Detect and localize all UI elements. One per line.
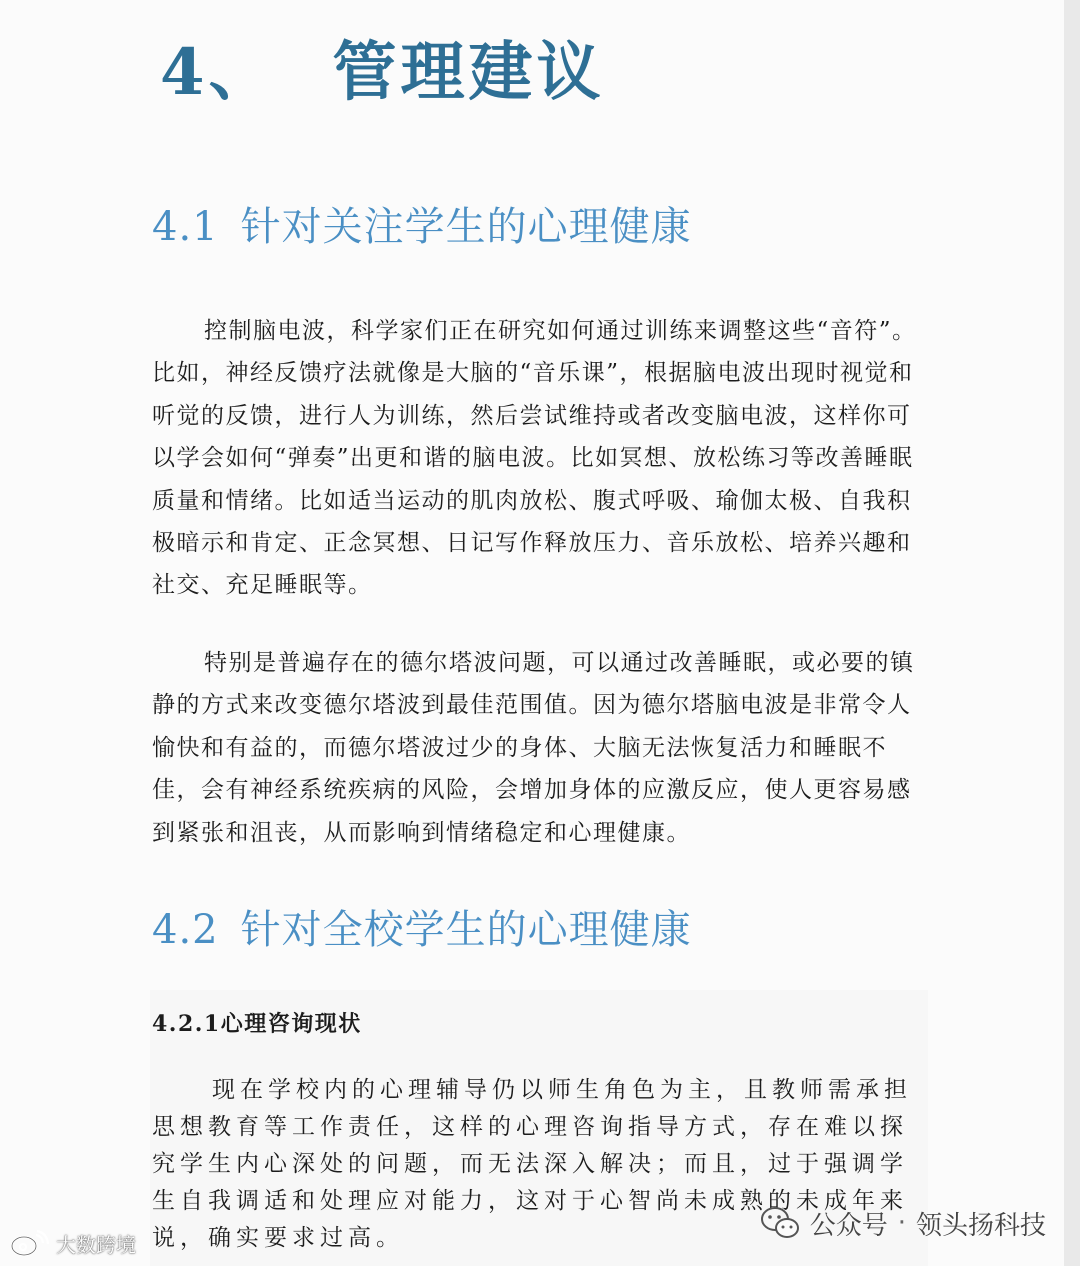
watermark-account-name: 领头扬科技: [915, 1210, 1046, 1241]
subsubsection-heading: 4.2.1心理咨询现状: [152, 1011, 362, 1037]
paragraph-text: 控制脑电波，科学家们正在研究如何通过训练来调整这些“音符”。比如，神经反馈疗法就像是大脑的“音乐课”，根据脑电波出现时视觉和听觉的反馈，进行人为训练，然后尝试维持或者改变脑电波，这样你可以学会如何“弹奏”出更和谐的脑电波。比如冥想、放松练习等改善睡眠质量和情绪。比如适当运动的肌肉放松、腹式呼吸、瑜伽太极、自我积极暗示和肯定、正念冥想、日记写作释放压力、音乐放松、培养兴趣和社交、充足睡眠等。: [152, 318, 917, 599]
paragraph-text: 特别是普遍存在的德尔塔波问题，可以通过改善睡眠，或必要的镇静的方式来改变德尔塔波到最佳范围值。因为德尔塔脑电波是非常令人愉快和有益的，而德尔塔波过少的身体、大脑无法恢复活力和睡眠不佳，会有神经系统疾病的风险，会增加身体的应激反应，使人更容易感到紧张和沮丧，从而影响到情绪稳定和心理健康。: [152, 650, 915, 846]
paragraph-text: 现在学校内的心理辅导仍以师生角色为主，且教师需承担思想教育等工作责任，这样的心理咨询指导方式，存在难以探究学生内心深处的问题，而无法深入解决；而且，过于强调学生自我调适和处理应对能力，这对于心智尚未成熟的未成年来说，确实要求过高。: [152, 1077, 912, 1251]
page-edge: [1064, 0, 1080, 1266]
section-number: 4、: [160, 35, 277, 110]
body-paragraph-2: [152, 642, 932, 854]
watermark-left-text: 大数跨境: [56, 1232, 136, 1257]
watermark-right: [760, 1203, 1046, 1243]
weibo-icon: [10, 1229, 50, 1257]
watermark-left: [10, 1228, 136, 1258]
section-heading: [160, 28, 605, 118]
body-paragraph-1: [152, 310, 932, 607]
subsection-number: 4.1: [152, 204, 219, 250]
watermark-label: 公众号: [809, 1210, 888, 1241]
section-title: 管理建议: [332, 35, 605, 110]
subsection-number: 4.2: [152, 907, 219, 953]
subsection-title: 针对全校学生的心理健康: [240, 907, 692, 953]
subsection-heading-4-1: [152, 197, 692, 257]
wechat-icon: [760, 1205, 800, 1241]
subsection-title: 针对关注学生的心理健康: [240, 204, 692, 250]
subsection-heading-4-2: [152, 900, 692, 960]
watermark-separator: ·: [897, 1208, 906, 1238]
